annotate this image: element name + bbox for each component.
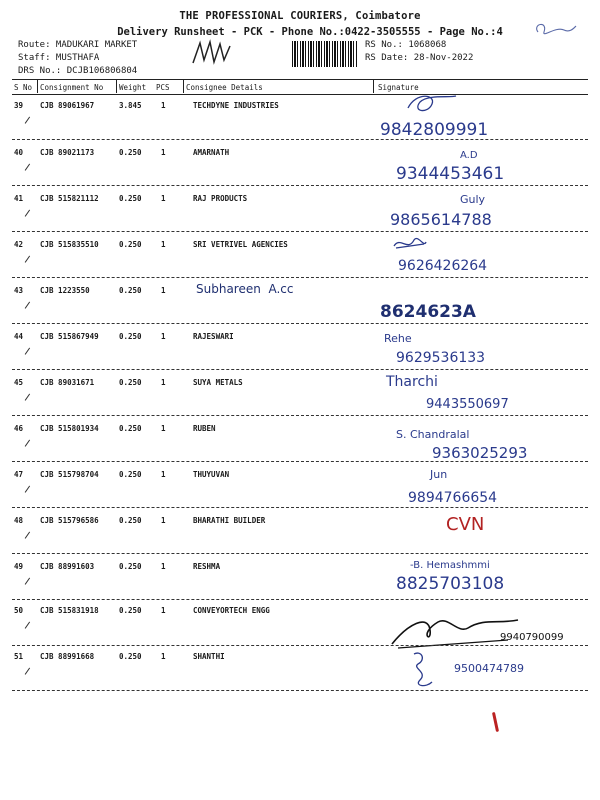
handwritten-phone: 9344453461	[396, 164, 505, 184]
drs-number: DRS No.: DCJB106806804	[18, 66, 138, 76]
check-mark-icon	[25, 210, 39, 223]
row-consignment: CJB 515796586	[40, 516, 99, 525]
stamp-scribble	[188, 38, 238, 68]
row-weight: 0.250	[119, 240, 142, 249]
barcode-image	[292, 41, 358, 67]
row-sno: 51	[14, 652, 24, 661]
column-header-sno: S No	[14, 83, 33, 92]
row-weight: 0.250	[119, 148, 142, 157]
handwritten-phone: 9842809991	[380, 120, 489, 140]
row-weight: 3.845	[119, 101, 142, 110]
handwritten-name: Guly	[460, 193, 486, 206]
row-sno: 50	[14, 606, 24, 615]
row-consignment: CJB 515798704	[40, 470, 99, 479]
row-consignment: CJB 89061967	[40, 101, 95, 110]
row-weight: 0.250	[119, 516, 142, 525]
row-weight: 0.250	[119, 332, 142, 341]
row-consignee: TECHDYNE INDUSTRIES	[193, 101, 279, 110]
handwritten-phone: 9894766654	[408, 490, 498, 506]
table-top-line	[12, 79, 588, 80]
column-header-weight: Weight	[119, 83, 147, 92]
check-mark-icon	[25, 256, 39, 269]
row-weight: 0.250	[119, 378, 142, 387]
row-consignee: RUBEN	[193, 424, 216, 433]
row-separator	[12, 323, 588, 324]
red-pen-mark	[492, 712, 499, 732]
row-separator	[12, 277, 588, 278]
row-sno: 46	[14, 424, 24, 433]
row-sno: 47	[14, 470, 24, 479]
row-separator	[12, 645, 588, 646]
check-mark-icon	[25, 622, 39, 635]
row-separator	[12, 415, 588, 416]
handwritten-initials: CVN	[446, 514, 485, 535]
row-sno: 44	[14, 332, 24, 341]
row-pcs: 1	[161, 516, 166, 525]
row-consignment: CJB 89021173	[40, 148, 95, 157]
row-sno: 48	[14, 516, 24, 525]
row-consignee: SRI VETRIVEL AGENCIES	[193, 240, 288, 249]
handwritten-name: S. Chandralal	[396, 428, 470, 441]
row-consignee: AMARNATH	[193, 148, 230, 157]
row-consignment: CJB 89031671	[40, 378, 95, 387]
row-separator	[12, 553, 588, 554]
handwritten-consignee: Subhareen A.cc	[196, 282, 294, 296]
row-sno: 40	[14, 148, 24, 157]
row-consignment: CJB 515867949	[40, 332, 99, 341]
handwritten-phone: 9629536133	[396, 350, 486, 366]
row-consignee: SUYA METALS	[193, 378, 243, 387]
row-consignment: CJB 88991668	[40, 652, 95, 661]
check-mark-icon	[25, 394, 39, 407]
row-weight: 0.250	[119, 562, 142, 571]
row-pcs: 1	[161, 286, 166, 295]
row-pcs: 1	[161, 148, 166, 157]
row-consignee: THUYUVAN	[193, 470, 230, 479]
column-header-pcs: PCS	[156, 83, 170, 92]
row-separator	[12, 231, 588, 232]
handwritten-name: Rehe	[384, 332, 412, 345]
handwritten-signature	[402, 90, 462, 118]
row-sno: 49	[14, 562, 24, 571]
row-weight: 0.250	[119, 606, 142, 615]
handwritten-phone: 9500474789	[454, 662, 524, 675]
handwritten-phone: 9626426264	[398, 258, 488, 274]
handwritten-phone: 9363025293	[432, 444, 528, 462]
row-sno: 43	[14, 286, 24, 295]
check-mark-icon	[25, 532, 39, 545]
row-separator	[12, 507, 588, 508]
row-consignment: CJB 515835510	[40, 240, 99, 249]
row-consignee: RAJESWARI	[193, 332, 234, 341]
column-divider	[183, 80, 184, 93]
column-header-signature: Signature	[378, 83, 419, 92]
handwritten-signature	[408, 650, 438, 690]
row-pcs: 1	[161, 562, 166, 571]
check-mark-icon	[25, 348, 39, 361]
handwritten-phone: 8624623A	[380, 302, 476, 322]
row-sno: 39	[14, 101, 24, 110]
check-mark-icon	[25, 302, 39, 315]
row-pcs: 1	[161, 194, 166, 203]
row-consignee: RAJ PRODUCTS	[193, 194, 248, 203]
check-mark-icon	[25, 578, 39, 591]
row-consignee: RESHMA	[193, 562, 221, 571]
check-mark-icon	[25, 117, 39, 130]
row-separator	[12, 461, 588, 462]
row-pcs: 1	[161, 652, 166, 661]
table-header-line	[12, 94, 588, 95]
document-title: THE PROFESSIONAL COURIERS, Coimbatore	[179, 10, 421, 22]
row-consignment: CJB 88991603	[40, 562, 95, 571]
row-sno: 42	[14, 240, 24, 249]
row-consignment: CJB 515821112	[40, 194, 99, 203]
rs-date: RS Date: 28-Nov-2022	[365, 53, 474, 63]
corner-signature	[530, 18, 580, 42]
handwritten-name: Tharchi	[386, 374, 438, 390]
row-pcs: 1	[161, 240, 166, 249]
column-header-consignee: Consignee Details	[186, 83, 263, 92]
row-sno: 45	[14, 378, 24, 387]
column-divider	[373, 80, 374, 93]
check-mark-icon	[25, 668, 39, 681]
row-weight: 0.250	[119, 194, 142, 203]
handwritten-phone: 9443550697	[426, 397, 509, 412]
document-subtitle: Delivery Runsheet - PCK - Phone No.:0422-3505555 - Page No.:4	[117, 26, 503, 38]
handwritten-name: Jun	[430, 468, 448, 481]
row-weight: 0.250	[119, 424, 142, 433]
row-pcs: 1	[161, 424, 166, 433]
row-sno: 41	[14, 194, 24, 203]
row-consignment: CJB 515831918	[40, 606, 99, 615]
column-divider	[116, 80, 117, 93]
row-consignee: BHARATHI BUILDER	[193, 516, 266, 525]
row-weight: 0.250	[119, 652, 142, 661]
handwritten-phone: 8825703108	[396, 574, 505, 594]
handwritten-name: -B. Hemashmmi	[410, 560, 490, 571]
row-consignee: CONVEYORTECH ENGG	[193, 606, 270, 615]
row-consignment: CJB 515801934	[40, 424, 99, 433]
column-divider	[37, 80, 38, 93]
row-consignee: SHANTHI	[193, 652, 225, 661]
row-pcs: 1	[161, 332, 166, 341]
row-weight: 0.250	[119, 286, 142, 295]
staff-label: Staff: MUSTHAFA	[18, 53, 100, 63]
check-mark-icon	[25, 164, 39, 177]
handwritten-initials: A.D	[460, 150, 478, 161]
row-separator	[12, 690, 588, 691]
row-pcs: 1	[161, 378, 166, 387]
handwritten-signature	[392, 234, 428, 254]
row-weight: 0.250	[119, 470, 142, 479]
row-pcs: 1	[161, 101, 166, 110]
row-consignment: CJB 1223550	[40, 286, 90, 295]
row-separator	[12, 139, 588, 140]
row-pcs: 1	[161, 470, 166, 479]
row-separator	[12, 185, 588, 186]
rs-number: RS No.: 1068068	[365, 40, 447, 50]
route-label: Route: MADUKARI MARKET	[18, 40, 138, 50]
row-separator	[12, 369, 588, 370]
row-pcs: 1	[161, 606, 166, 615]
row-separator	[12, 599, 588, 600]
column-header-consignment: Consignment No	[40, 83, 104, 92]
handwritten-phone: 9865614788	[390, 210, 492, 229]
check-mark-icon	[25, 440, 39, 453]
check-mark-icon	[25, 486, 39, 499]
handwritten-phone: 9940790099	[500, 632, 564, 643]
